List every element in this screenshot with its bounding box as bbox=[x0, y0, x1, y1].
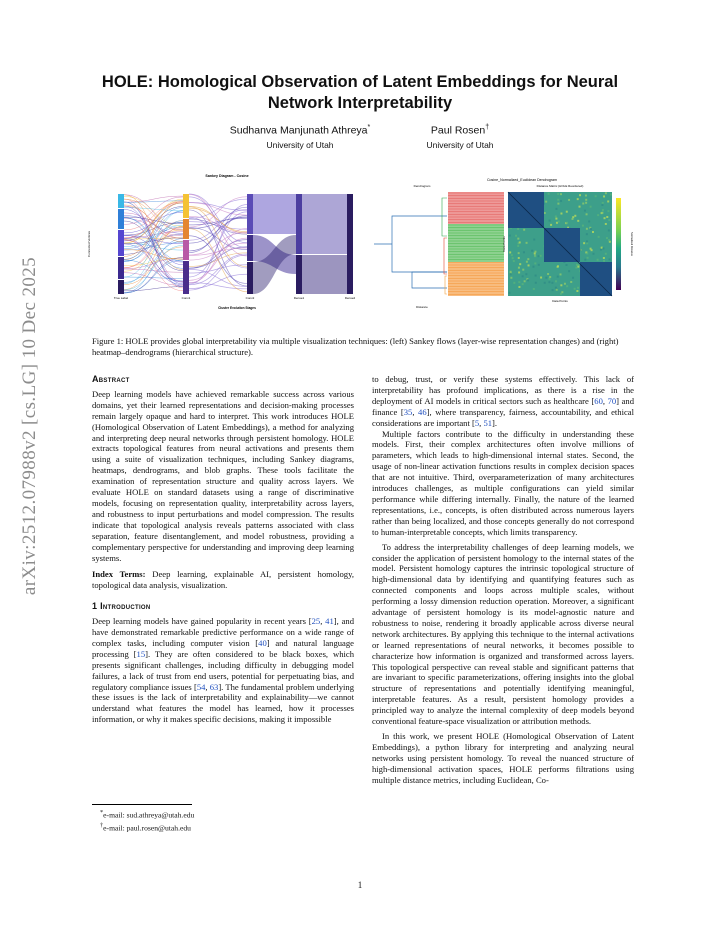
heatmap-cell bbox=[523, 251, 525, 253]
heatmap-label: Distance Matrix (HOLE Reordered) bbox=[536, 184, 584, 188]
author-1-name: Sudhanva Manjunath Athreya bbox=[229, 124, 368, 137]
heatmap-title: Cosine_Normalized_Euclidean Dendrogram bbox=[486, 178, 558, 182]
heatmap-cell bbox=[528, 264, 530, 266]
heatmap-cell bbox=[522, 275, 524, 277]
heatmap-cell bbox=[585, 202, 587, 204]
sankey-node bbox=[347, 194, 353, 294]
heatmap-cell bbox=[603, 195, 605, 197]
heatmap-cell bbox=[531, 250, 533, 252]
sankey-stage-label: Conv1 bbox=[181, 296, 191, 300]
heatmap-cell bbox=[545, 277, 547, 279]
heatmap-cell bbox=[555, 280, 557, 282]
heatmap-cell bbox=[574, 288, 576, 290]
heatmap-cell bbox=[509, 235, 511, 237]
heatmap-cell bbox=[566, 264, 568, 266]
footnote-rule bbox=[92, 804, 192, 805]
body-text: , bbox=[412, 406, 419, 417]
heatmap-cell bbox=[517, 245, 519, 247]
heatmap-cell bbox=[549, 276, 551, 278]
heatmap-cell bbox=[518, 281, 520, 283]
heatmap-cell bbox=[590, 206, 592, 208]
heatmap-cell bbox=[586, 228, 588, 230]
heatmap-cell bbox=[525, 273, 527, 275]
heatmap-cell bbox=[532, 266, 534, 268]
heatmap-cell bbox=[526, 242, 528, 244]
heatmap-cell bbox=[513, 260, 515, 262]
citation-link[interactable]: 51 bbox=[483, 417, 493, 428]
heatmap-cell bbox=[585, 199, 587, 201]
body-text: , bbox=[479, 417, 484, 428]
author-1 bbox=[200, 124, 400, 150]
heatmap-cell bbox=[564, 283, 566, 285]
heatmap-cell bbox=[592, 253, 594, 255]
sankey-node bbox=[296, 255, 302, 294]
heatmap-cell bbox=[548, 193, 550, 195]
dendrogram-xlabel: Distance bbox=[416, 305, 428, 309]
sankey-ylabel: Connected Vertices bbox=[87, 230, 91, 258]
heatmap-cell bbox=[544, 212, 546, 214]
heatmap-cell bbox=[566, 285, 568, 287]
heatmap-cell bbox=[555, 208, 557, 210]
heatmap-cell bbox=[540, 255, 542, 257]
heatmap-cell bbox=[552, 289, 554, 291]
heatmap-cell bbox=[601, 204, 603, 206]
figure-caption: Figure 1: HOLE provides global interpretability via multiple visualization techniques: (left) Sankey flows (layer-wise representation changes) and (right) heatmap–dendrograms (hierarchical structure). bbox=[92, 336, 619, 357]
sankey-node bbox=[183, 194, 189, 218]
dendrogram-label: Dendrogram bbox=[413, 184, 431, 188]
title-line-2: Network Interpretability bbox=[267, 94, 453, 112]
heatmap-cell bbox=[586, 253, 588, 255]
heatmap-cell bbox=[605, 253, 607, 255]
abstract-text: Deep learning models have achieved remarkable success across various domains, yet their learned representations and decision-making processes remain largely opaque and hard to interpret. This work introduces HOLE (Homological Observation of Latent Embeddings), a method for analyzing and interpreting deep neural networks through persistent homology. HOLE extracts topological features from neural activations and presents them using a suite of visualization techniques, including Sankey diagrams, heatmaps, dendrograms, and blob graphs. These tools facilitate the examination of representation structure and quality across layers. We evaluate HOLE on standard datasets using a range of discriminative models, focusing on representation quality, interpretability across layers, and robustness to input perturbations and model compression. The results indicate that topological analysis reveals patterns associated with class separation, feature disentanglement, and model robustness, providing a complementary perspective for understanding and improving deep learning systems. bbox=[92, 388, 354, 563]
sankey-node bbox=[118, 280, 124, 294]
arxiv-stamp: arXiv:2512.07988v2 [cs.LG] 10 Dec 2025 bbox=[19, 256, 40, 596]
heatmap-cell bbox=[534, 251, 536, 253]
heatmap-cell bbox=[557, 199, 559, 201]
heatmap-cell bbox=[579, 194, 581, 196]
heatmap-cell bbox=[586, 240, 588, 242]
heatmap-cell bbox=[577, 287, 579, 289]
sankey-flow bbox=[189, 194, 247, 256]
heatmap-cell bbox=[515, 235, 517, 237]
heatmap-dendrogram bbox=[372, 176, 642, 316]
heatmap-cell bbox=[551, 282, 553, 284]
heatmap-cell bbox=[519, 263, 521, 265]
heatmap-cell bbox=[568, 270, 570, 272]
sankey-node bbox=[247, 262, 253, 294]
heatmap-cell bbox=[608, 239, 610, 241]
intro-paragraph bbox=[92, 616, 354, 725]
sankey-flow bbox=[124, 196, 183, 202]
sankey-title: Sankey Diagram - Cosine bbox=[205, 174, 249, 178]
sankey-node bbox=[183, 240, 189, 260]
intro-heading: 1 Introduction bbox=[92, 601, 151, 612]
heatmap-cell bbox=[605, 192, 607, 194]
heatmap-cell bbox=[527, 279, 529, 281]
author-2 bbox=[395, 124, 525, 150]
sankey-stage-label: True Label bbox=[113, 296, 129, 300]
dendrogram-orange bbox=[445, 276, 447, 294]
heatmap-cell bbox=[557, 276, 559, 278]
heatmap-cell bbox=[576, 290, 578, 292]
heatmap-cell bbox=[590, 248, 592, 250]
cluster-strip bbox=[448, 262, 504, 296]
citation-link[interactable]: 41 bbox=[325, 616, 334, 627]
heatmap-cell bbox=[590, 228, 592, 230]
page-number: 1 bbox=[357, 880, 363, 890]
paper-title bbox=[80, 72, 640, 114]
citation-link[interactable]: 70 bbox=[607, 395, 617, 406]
index-terms-text: Deep learning, explainable AI, persistent homology, topological data analysis, visualization. bbox=[92, 569, 354, 591]
heatmap-cell bbox=[575, 267, 577, 269]
heatmap-cell bbox=[595, 195, 597, 197]
right-paragraph-1 bbox=[372, 374, 634, 429]
heatmap-cell bbox=[533, 239, 535, 241]
heatmap-cell bbox=[556, 222, 558, 224]
intro-text: , bbox=[320, 616, 326, 627]
sankey-node bbox=[247, 194, 253, 234]
heatmap-cell bbox=[538, 255, 540, 257]
sankey-node bbox=[247, 235, 253, 261]
body-text: to debug, trust, or verify these systems effectively. This lack of interpretability has profound implications, as there is a rise in the deployment of AI models in critical sectors such as healthcare [ bbox=[372, 374, 634, 406]
author-2-affiliation: University of Utah bbox=[426, 139, 494, 150]
sankey-band bbox=[302, 194, 347, 254]
heatmap-cell bbox=[606, 216, 608, 218]
heatmap-cell bbox=[572, 216, 574, 218]
heatmap-cell bbox=[582, 225, 584, 227]
body-text: ] and finance [ bbox=[372, 395, 635, 417]
sankey-flow bbox=[124, 277, 183, 278]
sankey-node bbox=[296, 194, 302, 254]
heatmap-cell bbox=[583, 242, 585, 244]
sankey-node bbox=[118, 230, 124, 256]
citation-link[interactable]: 60 bbox=[594, 395, 603, 406]
heatmap-cell bbox=[571, 218, 573, 220]
right-paragraph-4: In this work, we present HOLE (Homological Observation of Latent Embeddings), a python library for interpreting and analyzing neural networks using persistent homology. To reveal the nuanced structure of high-dimensional activation spaces, HOLE performs filtrations using multiple distance metrics, including Euclidean, Co- bbox=[372, 731, 634, 785]
sankey-band bbox=[253, 194, 296, 234]
heatmap-cell bbox=[560, 273, 562, 275]
sankey-xlabel: Cluster Evolution Stages bbox=[218, 306, 256, 310]
heatmap-cell bbox=[556, 289, 558, 291]
heatmap-cell bbox=[601, 212, 603, 214]
body-text: ], where transparency, fairness, accountability, and ethical considerations are important [ bbox=[372, 406, 634, 428]
heatmap-cell bbox=[557, 203, 559, 205]
heatmap-cell bbox=[518, 286, 520, 288]
intro-text: ]. They are often considered to be black boxes, which presents significant challenges, including difficulty in debugging model failures, a lack of trust from end users, potential for perpetuating bias, and regulatory compliance issues [ bbox=[92, 648, 354, 692]
sankey-stage-labels bbox=[114, 296, 356, 300]
heatmap-cell bbox=[509, 251, 511, 253]
footnote-2 bbox=[100, 821, 350, 834]
heatmap-cell bbox=[577, 220, 579, 222]
right-paragraph-2: Multiple factors contribute to the difficulty in understanding these models. First, their complex architectures often involve millions of parameters, which leads to high-dimensional internal states. Second, the usage of non-linear activation functions results in complex decision spaces that are not intuitive. Third, overparameterization of many architectures introduces challenges, as multiple configurations can yield similar performance while differing internally. Finally, the nature of the learned representations, i.e., concepts, is often distributed across numerous layers rather than being localized, and those concepts generally do not correspond to human-interpretable concepts, which limits transparency. bbox=[372, 428, 634, 537]
citation-link[interactable]: 35 bbox=[403, 406, 413, 417]
dendrogram-lines bbox=[374, 216, 447, 288]
heatmap-cell bbox=[577, 198, 579, 200]
heatmap-cell bbox=[597, 259, 599, 261]
intro-text: , bbox=[205, 681, 210, 692]
heatmap-cell bbox=[576, 264, 578, 266]
heatmap-cell bbox=[608, 219, 610, 221]
heatmap-cell bbox=[510, 273, 512, 275]
colorbar bbox=[616, 198, 621, 290]
body-text: ]. bbox=[492, 417, 498, 428]
intro-text: ]. The fundamental problem underlying these issues is the lack of interpretability and explainability—we cannot understand what features the model has learned, how it processes information, or why it makes specific decisions, making it impossible bbox=[92, 681, 354, 725]
heatmap-cell bbox=[518, 271, 520, 273]
heatmap-cell bbox=[519, 241, 521, 243]
heatmap-cell bbox=[550, 224, 552, 226]
heatmap-cell bbox=[518, 267, 520, 269]
sankey-node bbox=[118, 194, 124, 208]
right-column bbox=[372, 374, 634, 786]
heatmap-cell bbox=[566, 211, 568, 213]
heatmap-cell bbox=[609, 258, 611, 260]
heatmap-cell bbox=[597, 214, 599, 216]
dendrogram-green bbox=[442, 198, 447, 236]
heatmap-cell bbox=[534, 262, 536, 264]
author-2-mark: † bbox=[485, 124, 490, 131]
heatmap-xlabel: Data Points bbox=[552, 299, 568, 303]
author-2-name: Paul Rosen bbox=[430, 124, 486, 137]
index-terms-label: Index Terms: bbox=[92, 569, 146, 580]
sankey-node bbox=[183, 219, 189, 239]
heatmap-cell bbox=[508, 292, 510, 294]
heatmap-cell bbox=[557, 265, 559, 267]
heatmap-cell bbox=[577, 266, 579, 268]
heatmap-cell bbox=[584, 259, 586, 261]
sankey-node bbox=[118, 257, 124, 279]
heatmap-cell bbox=[560, 213, 562, 215]
heatmap-cell bbox=[540, 277, 542, 279]
sankey-flow bbox=[189, 254, 247, 285]
heatmap-cell bbox=[574, 215, 576, 217]
heatmap-cell bbox=[555, 215, 557, 217]
heatmap-cell bbox=[582, 203, 584, 205]
heatmap-cell bbox=[548, 278, 550, 280]
sankey-node bbox=[118, 209, 124, 229]
heatmap-cell bbox=[535, 282, 537, 284]
right-paragraph-3: To address the interpretability challenges of deep learning models, we consider the application of persistent homology to the internal states of the model. Persistent homology captures the intrinsic topological structure of high-dimensional data by identifying and quantifying features such as connected components and loops across multiple scales, without performing a lossy dimension reduction operation. Moreover, a significant advantage of persistent homology is its model-agnostic nature and robustness to noise, rendering it broadly applicable across diverse neural network architectures. By applying this technique to the internal activations or learned representations of neural networks, it becomes possible to characterize how information is organized and transformed across layers. This topological perspective can reveal stable and significant patterns that are invariant to specific parameterizations, offering insights into the global structure of representations and potentially identifying meaningful, interpretable features. As a result, persistent homology provides a principled way to analyze the internal complexity of deep models beyond conventional feature-space visualization or attribution methods. bbox=[372, 541, 634, 727]
colorbar-label: Normalized Distance bbox=[630, 232, 633, 256]
heatmap-cell bbox=[560, 193, 562, 195]
heatmap-cell bbox=[548, 281, 550, 283]
heatmap-cell bbox=[526, 261, 528, 263]
heatmap-cell bbox=[535, 275, 537, 277]
author-1-affiliation: University of Utah bbox=[266, 139, 334, 150]
citation-link[interactable]: 46 bbox=[418, 406, 427, 417]
heatmap-cell bbox=[558, 221, 560, 223]
heatmap-cell bbox=[522, 283, 524, 285]
heatmap-cell bbox=[545, 201, 547, 203]
footnote-mark: * bbox=[100, 809, 104, 816]
heatmap-cell bbox=[608, 229, 610, 231]
heatmap-cell bbox=[602, 247, 604, 249]
sankey-flow bbox=[124, 202, 183, 230]
heatmap-cell bbox=[607, 210, 609, 212]
footnote-1 bbox=[100, 808, 350, 821]
heatmap-cell bbox=[602, 202, 604, 204]
heatmap-cell bbox=[586, 213, 588, 215]
heatmap-cell bbox=[572, 277, 574, 279]
sankey-stage-label: Dense2 bbox=[344, 296, 356, 300]
heatmap-cell bbox=[586, 242, 588, 244]
heatmap-cell bbox=[592, 231, 594, 233]
intro-text: ], and have demonstrated remarkable predictive performance on a wide range of complex tasks, including computer vision [ bbox=[92, 616, 354, 648]
heatmap-cell bbox=[527, 258, 529, 260]
heatmap-cell bbox=[510, 277, 512, 279]
heatmap-cell bbox=[523, 229, 525, 231]
heatmap-cell bbox=[511, 254, 513, 256]
footnote-text: e-mail: sud.athreya@utah.edu bbox=[103, 810, 195, 820]
heatmap-cell bbox=[568, 199, 570, 201]
heatmap-cell bbox=[586, 233, 588, 235]
cluster-strip bbox=[448, 192, 504, 224]
citation-link[interactable]: 25 bbox=[311, 616, 321, 627]
citation-link[interactable]: 54 bbox=[196, 681, 206, 692]
heatmap-cell bbox=[607, 200, 609, 202]
heatmap-cell bbox=[603, 257, 605, 259]
footnote-text: e-mail: paul.rosen@utah.edu bbox=[103, 823, 191, 833]
heatmap-cell bbox=[588, 220, 590, 222]
heatmap-cell bbox=[561, 291, 563, 293]
heatmap-cell bbox=[518, 252, 520, 254]
heatmap-cell bbox=[549, 220, 551, 222]
heatmap-cell bbox=[512, 257, 514, 259]
footnote-mark: † bbox=[100, 821, 104, 829]
sankey-flows bbox=[124, 194, 347, 294]
heatmap-cell bbox=[560, 284, 562, 286]
heatmap-cell bbox=[522, 269, 524, 271]
sankey-band bbox=[302, 255, 347, 294]
heatmap-cell bbox=[510, 271, 512, 273]
heatmap-cell bbox=[524, 280, 526, 282]
heatmap-cell bbox=[603, 260, 605, 262]
sankey-node bbox=[183, 261, 189, 294]
heatmap-ylabel: Data Points bbox=[502, 236, 506, 252]
heatmap-cell bbox=[538, 264, 540, 266]
heatmap-cell bbox=[544, 282, 546, 284]
heatmap-cell bbox=[602, 209, 604, 211]
intro-text: Deep learning models have gained popularity in recent years [ bbox=[92, 616, 312, 627]
sankey-flow bbox=[189, 229, 247, 292]
heatmap-cell bbox=[610, 193, 612, 195]
heatmap-cell bbox=[517, 238, 519, 240]
title-line-1: HOLE: Homological Observation of Latent Embeddings for Neural bbox=[101, 73, 619, 91]
heatmap-cell bbox=[600, 249, 602, 251]
heatmap-cell bbox=[534, 252, 536, 254]
author-1-mark: * bbox=[367, 124, 371, 131]
index-terms bbox=[92, 569, 354, 591]
heatmap-cell bbox=[584, 210, 586, 212]
heatmap-cell bbox=[587, 257, 589, 259]
citation-link[interactable]: 40 bbox=[258, 637, 267, 648]
dendrogram-red bbox=[444, 238, 447, 274]
heatmap-cell bbox=[547, 273, 549, 275]
sankey-stage-label: Conv2 bbox=[245, 296, 255, 300]
heatmap-cell bbox=[555, 287, 557, 289]
heatmap-cell bbox=[605, 223, 607, 225]
intro-text: ] and natural language processing [ bbox=[92, 637, 354, 659]
heatmap-cell bbox=[557, 193, 559, 195]
heatmap-cell bbox=[534, 255, 536, 257]
heatmap-cell bbox=[533, 288, 535, 290]
citation-link[interactable]: 15 bbox=[136, 648, 146, 659]
heatmap-cell bbox=[598, 236, 600, 238]
heatmap-cell bbox=[518, 257, 520, 259]
left-column bbox=[92, 374, 354, 725]
heatmap-cell bbox=[566, 222, 568, 224]
footnotes bbox=[100, 808, 350, 833]
heatmap-cell bbox=[585, 195, 587, 197]
heatmap-cell bbox=[604, 217, 606, 219]
heatmap-cell bbox=[555, 218, 557, 220]
heatmap-cell bbox=[570, 281, 572, 283]
citation-link[interactable]: 63 bbox=[209, 681, 219, 692]
abstract-heading: Abstract bbox=[92, 374, 130, 384]
heatmap-cell bbox=[579, 206, 581, 208]
heatmap-cell bbox=[601, 247, 603, 249]
heatmap-cell bbox=[606, 237, 608, 239]
citation-link[interactable]: 5 bbox=[474, 417, 480, 428]
sankey-stage-label: Dense1 bbox=[293, 296, 305, 300]
sankey-diagram bbox=[82, 172, 372, 317]
heatmap-cell bbox=[513, 282, 515, 284]
heatmap-cell bbox=[560, 200, 562, 202]
heatmap-cell bbox=[517, 228, 519, 230]
body-text: , bbox=[602, 395, 608, 406]
